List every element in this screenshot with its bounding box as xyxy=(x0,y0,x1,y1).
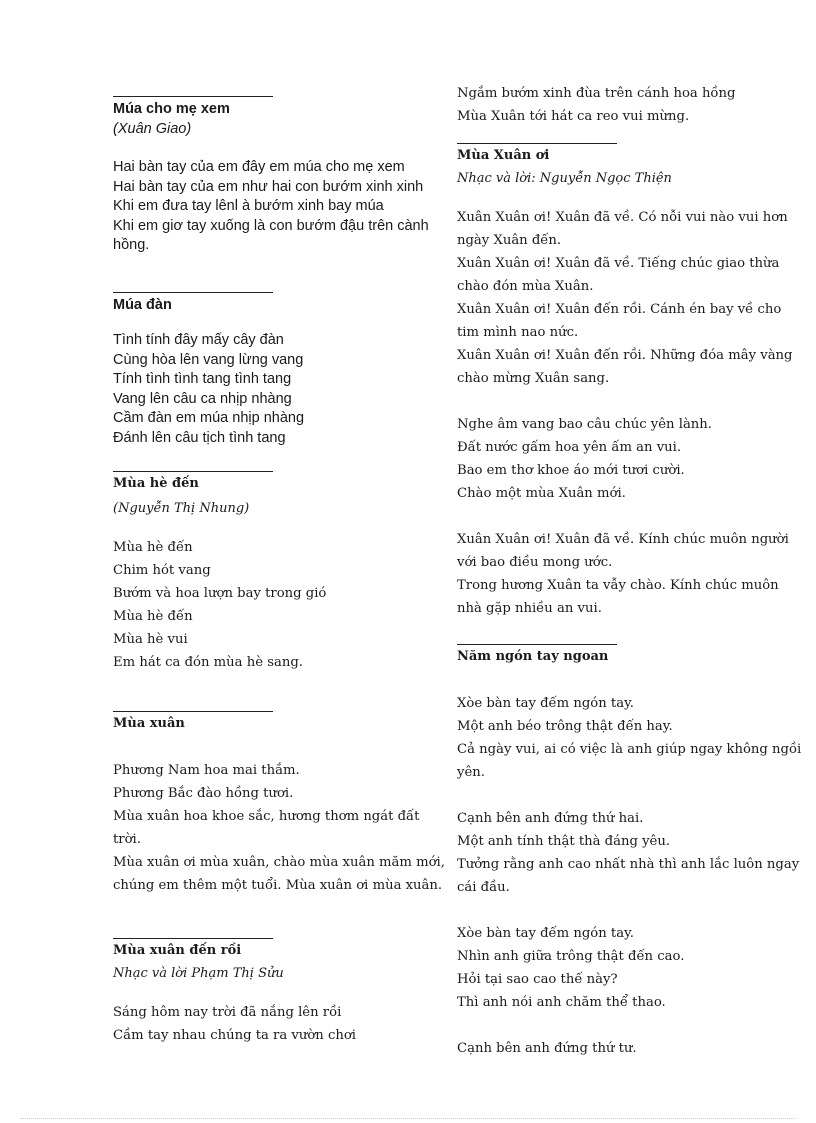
song-author: (Xuân Giao) xyxy=(113,121,192,137)
section-divider xyxy=(113,938,273,939)
song-title: Mùa xuân đến rồi xyxy=(113,943,242,958)
song-lyrics: Sáng hôm nay trời đã nắng lên rồi Cầm tay nhau chúng ta ra vườn chơi xyxy=(113,1005,357,1043)
song-mua-xuan-oi xyxy=(457,143,802,620)
song-author: Nhạc và lời: Nguyễn Ngọc Thiện xyxy=(457,171,672,186)
song-lyrics: Xòe bàn tay đếm ngón tay. Một anh béo trông thật đến hay. Cả ngày vui, ai có việc là anh giúp ngay không ngồi yên. Cạnh bên anh đứng thứ hai. Một anh tính thật thà đáng yêu. Tưởng rằng anh cao nhất nhà thì anh lắc luôn ngay cái đầu. Xòe bàn tay đếm ngón tay. Nhìn anh giữa trông thật đến cao. Hỏi tại sao cao thế này? Thì anh nói anh chăm thể thao. Cạnh bên anh đứng thứ tư. xyxy=(457,696,802,1056)
section-divider xyxy=(113,471,273,472)
song-author: (Nguyễn Thị Nhung) xyxy=(113,501,250,516)
section-divider xyxy=(457,644,617,645)
song-lyrics: Xuân Xuân ơi! Xuân đã về. Có nỗi vui nào vui hơn ngày Xuân đến. Xuân Xuân ơi! Xuân đã về. Tiếng chúc giao thừa chào đón mùa Xuân. Xuân Xuân ơi! Xuân đến rồi. Cánh én bay về cho tim mình nao nức. Xuân Xuân ơi! Xuân đến rồi. Những đóa mây vàng chào mừng Xuân sang. Nghe âm vang bao câu chúc yên lành. Đất nước gấm hoa yên ấm an vui. Bao em thơ khoe áo mới tươi cười. Chào một mùa Xuân mới. Xuân Xuân ơi! Xuân đã về. Kính chúc muôn người với bao điều mong ước. Trong hương Xuân ta vẫy chào. Kính chúc muôn nhà gặp nhiều an vui. xyxy=(457,210,793,616)
song-mua-he-den xyxy=(113,471,448,674)
song-title: Mùa xuân xyxy=(113,716,185,731)
song-lyrics: Mùa hè đến Chim hót vang Bướm và hoa lượn bay trong gió Mùa hè đến Mùa hè vui Em hát ca đón mùa hè sang. xyxy=(113,540,327,670)
song-lyrics: Tình tính đây mấy cây đàn Cùng hòa lên vang lừng vang Tính tình tình tang tình tang Vang lên câu ca nhịp nhàng Cầm đàn em múa nhịp nhàng Đánh lên câu tịch tình tang xyxy=(113,332,305,446)
song-lyrics: Phương Nam hoa mai thắm. Phương Bắc đào hồng tươi. Mùa xuân hoa khoe sắc, hương thơm ngát đất trời. Mùa xuân ơi mùa xuân, chào mùa xuân măm mới, chúng em thêm một tuổi. Mùa xuân ơi mùa xuân. xyxy=(113,763,445,893)
song-title: Múa đàn xyxy=(113,297,172,313)
song-mua-cho-me-xem xyxy=(113,96,448,256)
song-lyrics: Hai bàn tay của em đây em múa cho mẹ xem Hai bàn tay của em như hai con bướm xinh xinh Khi em đưa tay lênl à bướm xinh bay múa Khi em giơ tay xuống là con bướm đậu trên cành hồng. xyxy=(113,159,429,253)
song-title: Múa cho mẹ xem xyxy=(113,101,230,117)
song-author: Nhạc và lời Phạm Thị Sửu xyxy=(113,966,284,981)
song-lyrics: Ngắm bướm xinh đùa trên cánh hoa hồng Mùa Xuân tới hát ca reo vui mừng. xyxy=(457,86,736,124)
page-footer-divider xyxy=(20,1118,796,1119)
song-mua-xuan xyxy=(113,711,448,897)
song-mua-xuan-den-roi xyxy=(113,938,448,1047)
song-mua-dan xyxy=(113,292,448,448)
song-title: Năm ngón tay ngoan xyxy=(457,649,609,664)
song-title: Mùa Xuân ơi xyxy=(457,148,550,163)
song-nam-ngon-tay-ngoan xyxy=(457,644,802,1060)
song-continuation xyxy=(457,82,802,128)
song-title: Mùa hè đến xyxy=(113,476,199,491)
section-divider xyxy=(113,292,273,293)
section-divider xyxy=(113,96,273,97)
section-divider xyxy=(113,711,273,712)
section-divider xyxy=(457,143,617,144)
